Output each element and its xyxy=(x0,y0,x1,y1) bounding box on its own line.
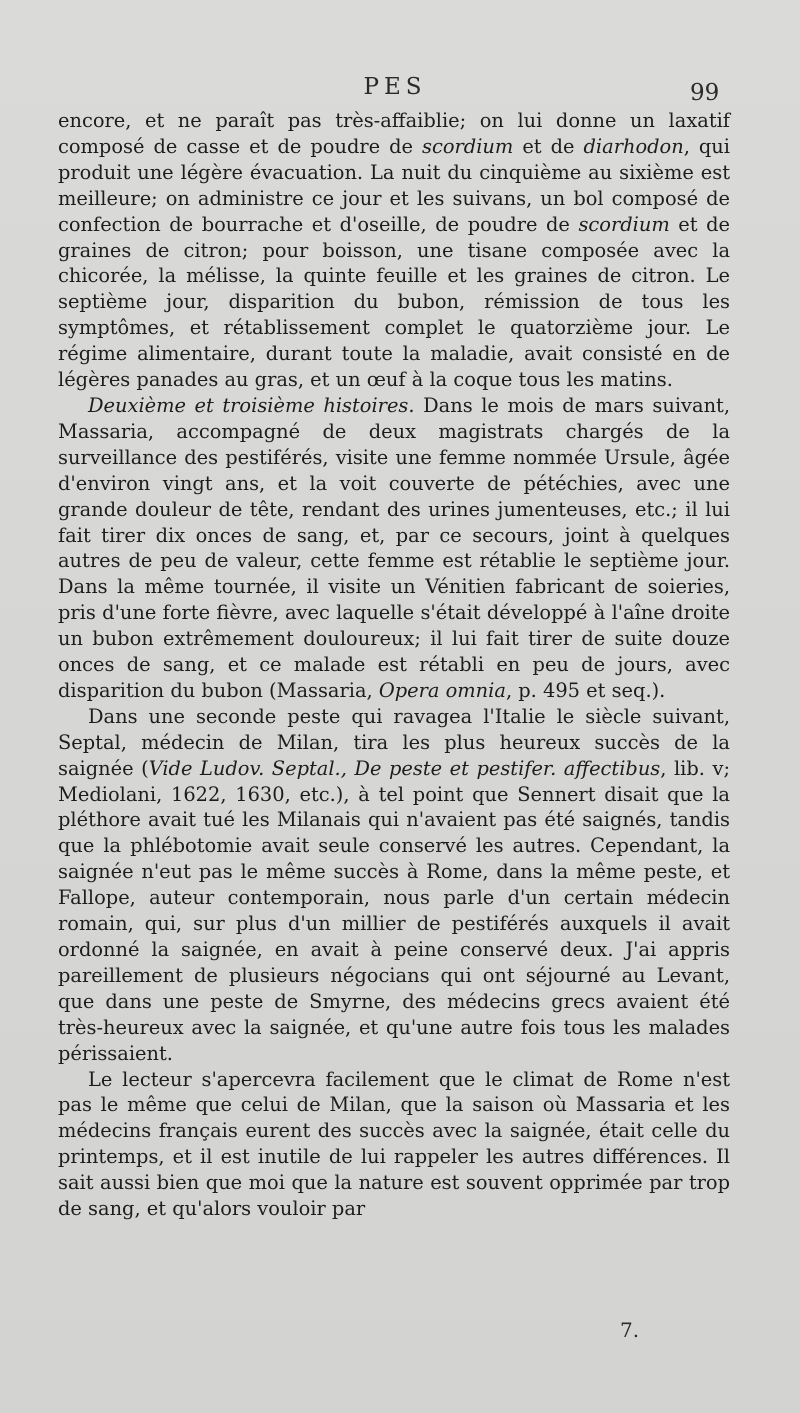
page-header xyxy=(0,74,800,110)
paragraph-continuation xyxy=(58,108,730,393)
italic-text: scordium xyxy=(422,134,514,158)
signature-mark: 7. xyxy=(620,1318,640,1342)
paragraph-seconde-peste xyxy=(58,704,730,1067)
text-run: , p. 495 et seq.). xyxy=(505,678,666,702)
text-run: Le lecteur s'apercevra facilement que le climat de Rome n'est pas le même que celui de Milan, que la saison où Massaria et les médecins français eurent des succès avec la saignée, était celle du printemps, et il est inutile de lui rappeler les autres différences. Il sait aussi bien que moi que la nature est souvent opprimée par trop de sang, et qu'alors vouloir par xyxy=(58,1067,730,1221)
text-run: encore, et ne paraît pas très-affaiblie; on lui donne un laxatif composé de casse et de poudre de xyxy=(58,109,730,158)
italic-text: diarhodon xyxy=(583,134,684,158)
italic-text: scordium xyxy=(578,212,670,236)
page-number: 99 xyxy=(690,80,720,106)
text-run: Dans le mois de mars suivant, Massaria, accompagné de deux magistrats chargés de la surveillance des pestiférés, visite une femme nommée Ursule, âgée d'environ vingt ans, et la voit couverte de pétéchies, avec une grande douleur de tête, rendant des urines jumenteuses, etc.; il lui fait tirer dix onces de sang, et, par ce secours, joint à quelques autres de peu de valeur, cette femme est rétablie le septième jour. Dans la même tournée, il visite un Vénitien fabricant de soieries, pris d'une forte fièvre, avec laquelle s'était développé à l'aîne droite un bubon extrêmement douloureux; il lui fait tirer de suite douze onces de sang, et ce malade est rétabli en peu de jours, avec disparition du bubon (Massaria, xyxy=(58,393,731,702)
paragraph-lecteur xyxy=(58,1067,730,1222)
text-run: , lib. v; Mediolani, 1622, 1630, etc.), à tel point que Sennert disait que la pléthore avait tué les Milanais qui n'avaient pas été saignés, tandis que la phlébotomie avait seule conservé les autres. Cependant, la saignée n'eut pas le même succès à Rome, dans la même peste, et Fallope, auteur contemporain, nous parle d'un certain médecin romain, qui, sur plus d'un millier de pestiférés auxquels il avait ordonné la saignée, en avait à peine conservé deux. J'ai appris pareillement de plusieurs négocians qui ont séjourné au Levant, que dans une peste de Smyrne, des médecins grecs avaient été très-heureux avec la saignée, et qu'une autre fois tous les malades périssaient. xyxy=(58,756,730,1065)
text-run: , qui produit une légère évacuation. La nuit du cinquième au sixième est meilleure; on administre ce jour et les suivans, un bol composé de confection de bourrache et d'oseille, de poudre de xyxy=(58,134,730,236)
text-run: et de xyxy=(513,134,584,158)
italic-text: Opera omnia xyxy=(378,678,506,702)
italic-text: Vide Ludov. Septal., De peste et pestifer. affectibus xyxy=(148,756,661,780)
running-head: PES xyxy=(363,74,427,100)
italic-text: Deuxième et troisième histoires. xyxy=(88,393,415,417)
body-text xyxy=(58,108,730,1222)
text-run: Dans une seconde peste qui ravagea l'Italie le siècle suivant, Septal, médecin de Milan, tira les plus heureux succès de la saignée ( xyxy=(58,704,730,780)
text-run: et de graines de citron; pour boisson, une tisane composée avec la chicorée, la mélisse, la quinte feuille et les graines de citron. Le septième jour, disparition du bubon, rémission de tous les symptômes, et rétablissement complet le quatorzième jour. Le régime alimentaire, durant toute la maladie, avait consisté en de légères panades au gras, et un œuf à la coque tous les matins. xyxy=(58,212,731,392)
paragraph-deuxieme-histoire xyxy=(58,393,730,704)
